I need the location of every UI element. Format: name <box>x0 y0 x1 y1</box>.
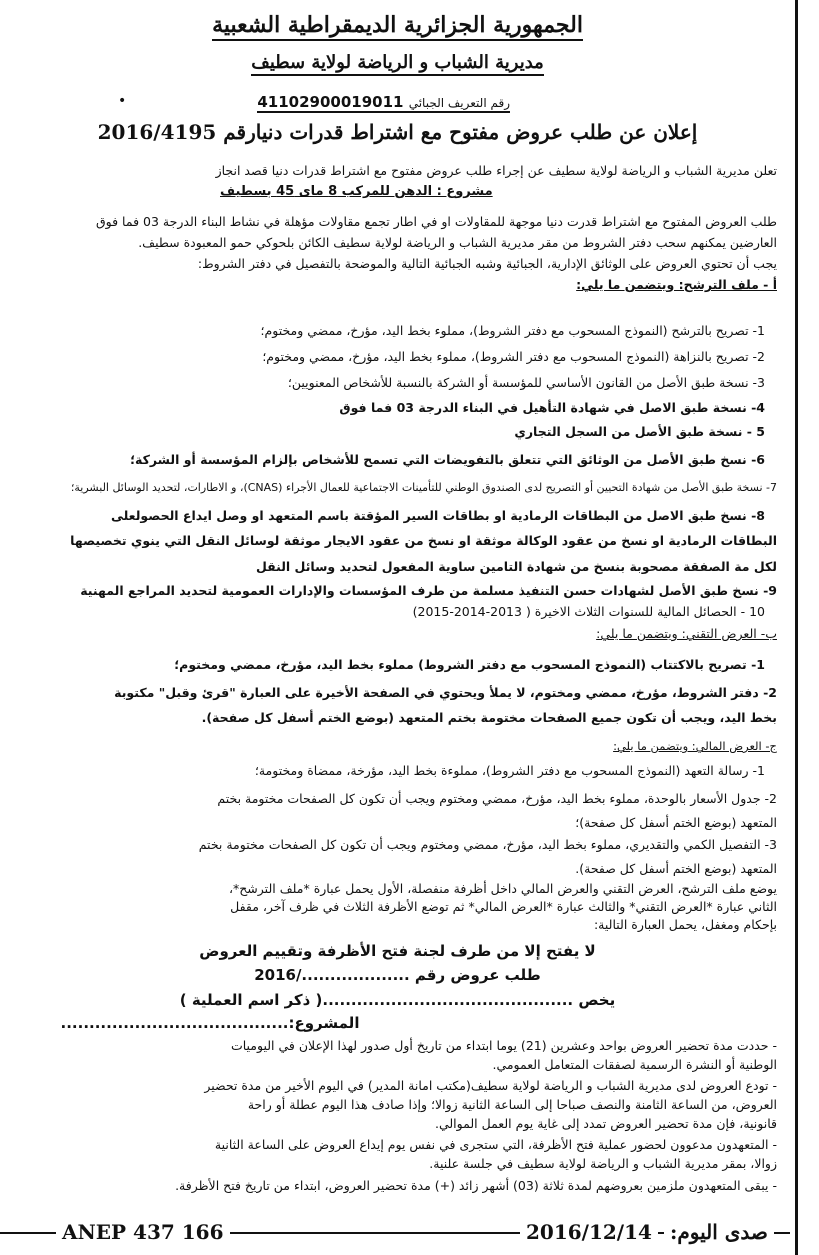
section-a-item: 2- تصريح بالنزاهة (النموذج المسحوب مع دفتر الشروط)، مملوء بخط اليد، مؤرخ، ممضي ومختوم؛ <box>262 349 765 364</box>
section-a-item: 9- نسخ طبق الأصل لشهادات حسن التنفيذ مسلمة من طرف المؤسسات والإدارات العمومية لتحديد المراجع المهنية <box>80 583 777 598</box>
footer <box>0 1212 795 1246</box>
project-name: مشروع : الدهن للمركب 8 ماى 45 بسطيف <box>220 184 493 199</box>
section-a-item: 4- نسخة طبق الاصل في شهادة التأهيل في البناء الدرجة 03 فما فوق <box>339 400 765 415</box>
envelope-box-line-2: طلب عروض رقم .................../2016 <box>254 966 541 984</box>
section-a-heading: أ - ملف الترشح: ويتضمن ما يلي: <box>576 277 777 292</box>
closing-line: - تودع العروض لدى مديرية الشباب و الرياضة لولاية سطيف(مكتب امانة المدير) في اليوم الأخير من مدة تحضير <box>204 1078 777 1093</box>
section-a-item: 1- تصريح بالترشح (النموذج المسحوب مع دفتر الشروط)، مملوء بخط اليد، مؤرخ، ممضي ومختوم؛ <box>260 323 765 338</box>
intro-line-4: يجب أن تحتوي العروض على الوثائق الإدارية، الجبائية وشبه الجبائية التالية والموضحة بالتفصيل في دفتر الشروط: <box>197 256 777 271</box>
tax-id-value: 41102900019011 <box>257 93 404 111</box>
closing-line: زوالا، بمقر مديرية الشباب و الرياضة لولاية سطيف في جلسة علنية. <box>429 1156 777 1171</box>
section-c-item: 2- جدول الأسعار بالوحدة، مملوء بخط اليد، مؤرخ، ممضي ومختوم ويجب أن تكون كل الصفحات مختومة بختم <box>217 791 777 806</box>
section-c-item: المتعهد (بوضع الختم أسفل كل صفحة)؛ <box>575 815 777 830</box>
closing-line: العروض، من الساعة الثامنة والنصف صباحا إلى الساعة الثانية زوالا؛ وإذا صادف هذا اليوم عطلة أو راحة <box>247 1097 777 1112</box>
envelope-box-line-4: المشروع:........................................ <box>60 1014 360 1032</box>
section-a-item: 5 - نسخة طبق الأصل من السجل التجاري <box>514 424 765 439</box>
newspaper-name: صدى اليوم: <box>664 1220 774 1244</box>
intro-line-2: طلب العروض المفتوح مع اشتراط قدرت دنيا موجهة للمقاولات او في اطار تجمع مقاولات مؤهلة في نشاط البناء الدرجة 03 فما فوق <box>95 214 777 229</box>
closing-line: - المتعهدون مدعوون لحضور عملية فتح الأظرفة، التي ستجرى في نفس يوم إيداع العروض على الساعة الثانية <box>214 1137 777 1152</box>
section-a-item: 3- نسخة طبق الأصل من القانون الأساسي للمؤسسة أو الشركة بالنسبة للأشخاص المعنويين؛ <box>287 375 765 390</box>
section-b-item: بخط اليد، ويجب أن تكون جميع الصفحات مختومة بختم المتعهد (بوضع الختم أسفل كل صفحة). <box>201 710 777 725</box>
section-a-item: 8- نسخ طبق الاصل من البطاقات الرمادية او بطاقات السير المؤقتة باسم المتعهد او وصل ايداع الحصولعلى <box>110 508 765 523</box>
intro-line-1: تعلن مديرية الشباب و الرياضة لولاية سطيف عن إجراء طلب عروض مفتوح مع اشتراط قدرات دنيا قصد انجاز <box>215 163 777 178</box>
section-c-item: 3- التفصيل الكمي والتقديري، مملوء بخط اليد، مؤرخ، ممضي ومختوم ويجب أن تكون كل الصفحات مختومة بختم <box>198 837 777 852</box>
closing-line: قانونية، فإن مدة تحضير العروض تمدد إلى غاية يوم العمل الموالي. <box>434 1116 777 1131</box>
section-b-heading: ب- العرض التقني: ويتضمن ما يلي: <box>596 626 777 641</box>
closing-line: الوطنية أو النشرة الرسمية لصفقات المتعامل العمومي. <box>492 1057 777 1072</box>
envelope-box-line-3: يخص ............................................( ذكر اسم العملية ) <box>179 991 616 1009</box>
bullet-dot: • <box>118 93 127 109</box>
tax-id-label: رقم التعريف الجبائي <box>408 96 510 110</box>
section-b-item: 1- تصريح بالاكتتاب (النموذج المسحوب مع دفتر الشروط) مملوء بخط اليد، مؤرخ، ممضي ومختوم؛ <box>174 657 765 672</box>
announcement-title: إعلان عن طلب عروض مفتوح مع اشتراط قدرات دنيارقم 2016/4195 <box>97 120 698 144</box>
envelope-line: الثاني عبارة *العرض التقني* والثالث عبارة *العرض المالي* ثم توضع الأظرفة الثلاث في ظرف آخر، مقفل <box>230 899 777 914</box>
directorate-heading: مديرية الشباب و الرياضة لولاية سطيف <box>0 52 795 73</box>
section-c-heading: ج- العرض المالي: ويتضمن ما يلي: <box>613 739 777 753</box>
publication-date: 2016/12/14 <box>520 1220 658 1244</box>
envelope-line: بإحكام ومغفل، يحمل العبارة التالية: <box>593 917 777 932</box>
section-a-item: 6- نسخ طبق الأصل من الوثائق التي تتعلق بالتفويضات التي تسمح للأشخاص بإلزام المؤسسة أو الشركة؛ <box>130 452 765 467</box>
section-c-item: 1- رسالة التعهد (النموذج المسحوب مع دفتر الشروط)، مملوءة بخط اليد، مؤرخة، ممضاة ومختومة؛ <box>254 763 765 778</box>
closing-line: - يبقى المتعهدون ملزمين بعروضهم لمدة ثلاثة (03) أشهر زائد (+) مدة تحضير العروض، ابتداء من تاريخ فتح الأظرفة. <box>175 1178 777 1193</box>
envelope-box-line-1: لا يفتح إلا من طرف لجنة فتح الأظرفة وتقييم العروض <box>199 942 596 960</box>
section-a-item: البطاقات الرمادية او نسخ من عقود الوكالة موثقة او نسخ من عقود الايجار موثقة لوسائل النقل التي ينوي تخصيصها <box>70 533 777 548</box>
republic-heading: الجمهورية الجزائرية الديمقراطية الشعبية <box>0 12 795 38</box>
envelope-line: يوضع ملف الترشح، العرض التقني والعرض المالي داخل أظرفة منفصلة، الأول يحمل عبارة *ملف الترشح*، <box>228 881 777 896</box>
anep-number: ANEP 437 166 <box>56 1220 230 1244</box>
section-a-item: لكل مة الصفقة مصحوبة بنسخ من شهادة التامين ساوية المفعول لتحديد وسائل النقل <box>255 559 777 574</box>
closing-line: - حددت مدة تحضير العروض بواحد وعشرين (21) يوما ابتداء من تاريخ أول صدور لهذا الإعلان في اليوميات <box>230 1038 777 1053</box>
section-c-item: المتعهد (بوضع الختم أسفل كل صفحة). <box>575 861 777 876</box>
section-b-item: 2- دفتر الشروط، مؤرخ، ممضي ومختوم، لا يملأ ويحتوي في الصفحة الأخيرة على العبارة "قرئ وقبل" مكتوبة <box>114 685 777 700</box>
section-a-item: 7- نسخة طبق الأصل من شهادة التحيين أو التصريح لدى الصندوق الوطني للتأمينات الاجتماعية للعمال الأجراء (CNAS)، و الاطارات، لتحديد الوسائل البشرية؛ <box>70 481 777 494</box>
intro-line-3: العارضين يمكنهم سحب دفتر الشروط من مقر مديرية الشباب و الرياضة لولاية سطيف الكائن بلحوكي حمو المعبودة سطيف. <box>138 235 777 250</box>
section-a-item: 10 - الحصائل المالية للسنوات الثلاث الاخيرة ( 2013-2014-2015) <box>412 604 765 619</box>
tax-id <box>257 93 510 113</box>
